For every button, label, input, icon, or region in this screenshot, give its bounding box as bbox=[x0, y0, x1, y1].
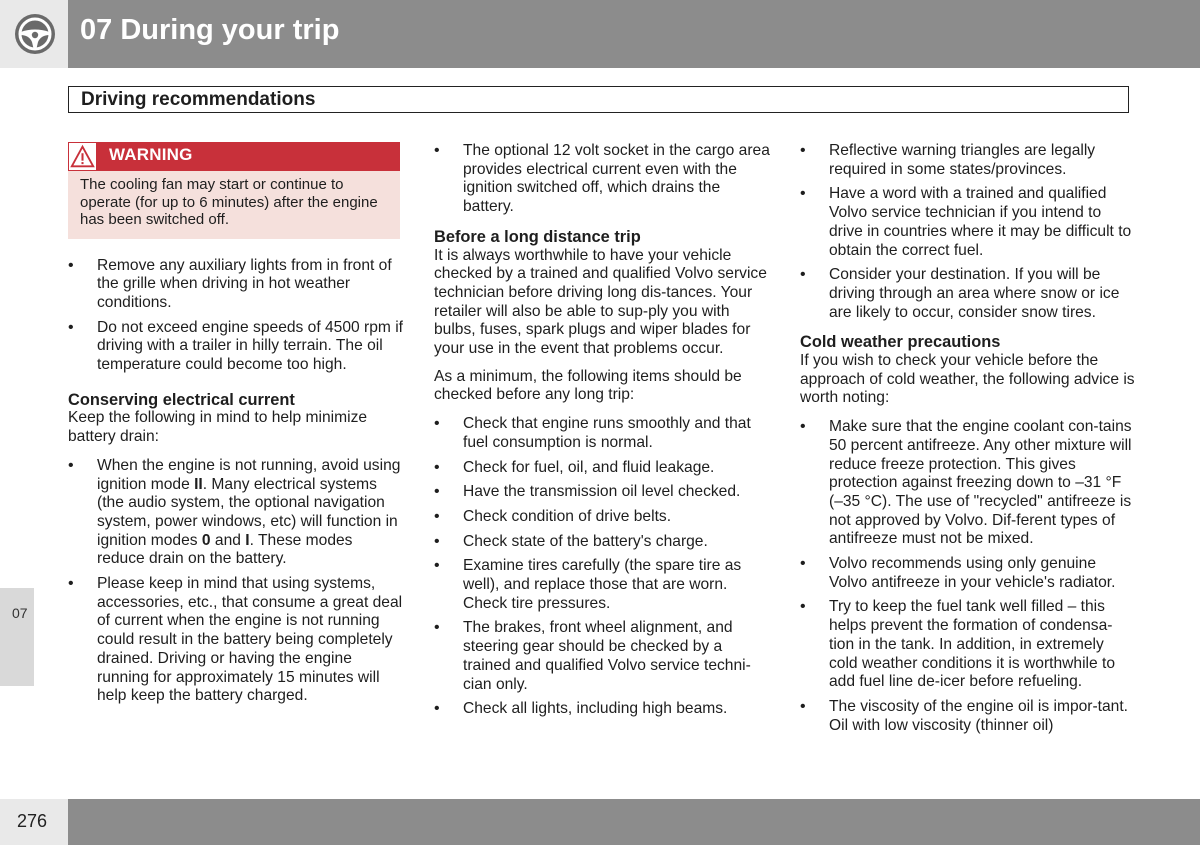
list-item: • Do not exceed engine speeds of 4500 rpm if driving with a trailer in hilly terrain. The oil temperature could become too high. bbox=[68, 319, 404, 375]
warning-box bbox=[68, 142, 400, 239]
list-item: • Check all lights, including high beams. bbox=[434, 700, 770, 719]
list-item: • Check condition of drive belts. bbox=[434, 508, 770, 527]
list-item: • Have a word with a trained and qualified Volvo service technician if you intend to drive in countries where it may be difficult to obtain the correct fuel. bbox=[800, 185, 1136, 260]
list-item: • Make sure that the engine coolant con-tains 50 percent antifreeze. Any other mixture will reduce freeze protection. This gives protection against freezing down to –31 °F (–35 °C). The use of "recycled" antifreeze is not approved by Volvo. Dif-ferent types of antifreeze must not be mixed. bbox=[800, 418, 1136, 549]
footer-bar bbox=[68, 799, 1200, 845]
warning-title: WARNING bbox=[109, 145, 193, 164]
list-item: • Examine tires carefully (the spare tire as well), and replace those that are worn. Check tire pressures. bbox=[434, 557, 770, 613]
bullet-list bbox=[434, 142, 770, 217]
list-item: • When the engine is not running, avoid using ignition mode II. Many electrical systems (the audio system, the optional navigation system, power windows, etc) will function in ignition modes 0 and I. These modes reduce drain on the battery. bbox=[68, 457, 404, 569]
bullet-list bbox=[800, 142, 1136, 322]
warning-text: The cooling fan may start or continue to operate (for up to 6 minutes) after the engine has been switched off. bbox=[68, 171, 400, 239]
paragraph: Keep the following in mind to help minimize battery drain: bbox=[68, 409, 368, 446]
heading-long-distance-trip: Before a long distance trip bbox=[434, 227, 641, 246]
chapter-side-tab bbox=[0, 588, 34, 686]
bullet-list bbox=[800, 418, 1136, 735]
column-3 bbox=[800, 142, 1136, 741]
list-item: • Consider your destination. If you will be driving through an area where snow or ice are likely to occur, consider snow tires. bbox=[800, 266, 1136, 322]
page-number: 276 bbox=[17, 811, 48, 831]
list-item: • Check state of the battery's charge. bbox=[434, 533, 770, 552]
bullet-list bbox=[434, 415, 770, 719]
chapter-title: 07 During your trip bbox=[80, 14, 340, 46]
chapter-tab-label: 07 bbox=[12, 605, 28, 621]
list-item: • Reflective warning triangles are legally required in some states/provinces. bbox=[800, 142, 1136, 179]
list-item: • Remove any auxiliary lights from in front of the grille when driving in hot weather conditions. bbox=[68, 257, 404, 313]
section-title: Driving recommendations bbox=[81, 89, 316, 110]
list-item: • The brakes, front wheel alignment, and steering gear should be checked by a trained and qualified Volvo service techni-cian only. bbox=[434, 619, 770, 694]
list-item: • Please keep in mind that using systems, accessories, etc., that consume a great deal of current when the engine is not running could result in the battery being completely drained. Driving or having the engine running for approximately 15 minutes will help keep the battery charged. bbox=[68, 575, 404, 706]
list-item: • Check that engine runs smoothly and that fuel consumption is normal. bbox=[434, 415, 770, 452]
heading-conserving-current: Conserving electrical current bbox=[68, 390, 295, 409]
list-item: • Volvo recommends using only genuine Volvo antifreeze in your vehicle's radiator. bbox=[800, 555, 1136, 592]
paragraph: As a minimum, the following items should be checked before any long trip: bbox=[434, 367, 742, 404]
warning-header bbox=[68, 142, 400, 171]
bullet-list bbox=[68, 457, 404, 706]
paragraph: If you wish to check your vehicle before the approach of cold weather, the following advice is worth noting: bbox=[800, 352, 1135, 407]
steering-wheel-icon bbox=[14, 13, 56, 55]
section-title-box bbox=[68, 86, 1129, 113]
list-item: • The viscosity of the engine oil is impor-tant. Oil with low viscosity (thinner oil) bbox=[800, 698, 1136, 735]
list-item: • The optional 12 volt socket in the cargo area provides electrical current even with the ignition switched off, which drains the battery. bbox=[434, 142, 770, 217]
paragraph: It is always worthwhile to have your vehicle checked by a trained and qualified Volvo service technician before driving long dis-tances. Your retailer will also be able to sup-ply you with bulbs, fuses, spark plugs and wiper blades for your use in the event that problems occur. bbox=[434, 246, 767, 358]
list-item: • Have the transmission oil level checked. bbox=[434, 483, 770, 502]
bullet-list bbox=[68, 257, 404, 375]
heading-cold-weather: Cold weather precautions bbox=[800, 333, 1001, 352]
column-1 bbox=[68, 142, 404, 712]
list-item: • Try to keep the fuel tank well filled – this helps prevent the formation of condensa-tion in the tank. In addition, in extremely cold weather conditions it is worthwhile to add fuel line de-icer before refueling. bbox=[800, 598, 1136, 692]
warning-triangle-icon bbox=[68, 142, 97, 171]
column-2 bbox=[434, 142, 770, 725]
list-item: • Check for fuel, oil, and fluid leakage. bbox=[434, 459, 770, 478]
